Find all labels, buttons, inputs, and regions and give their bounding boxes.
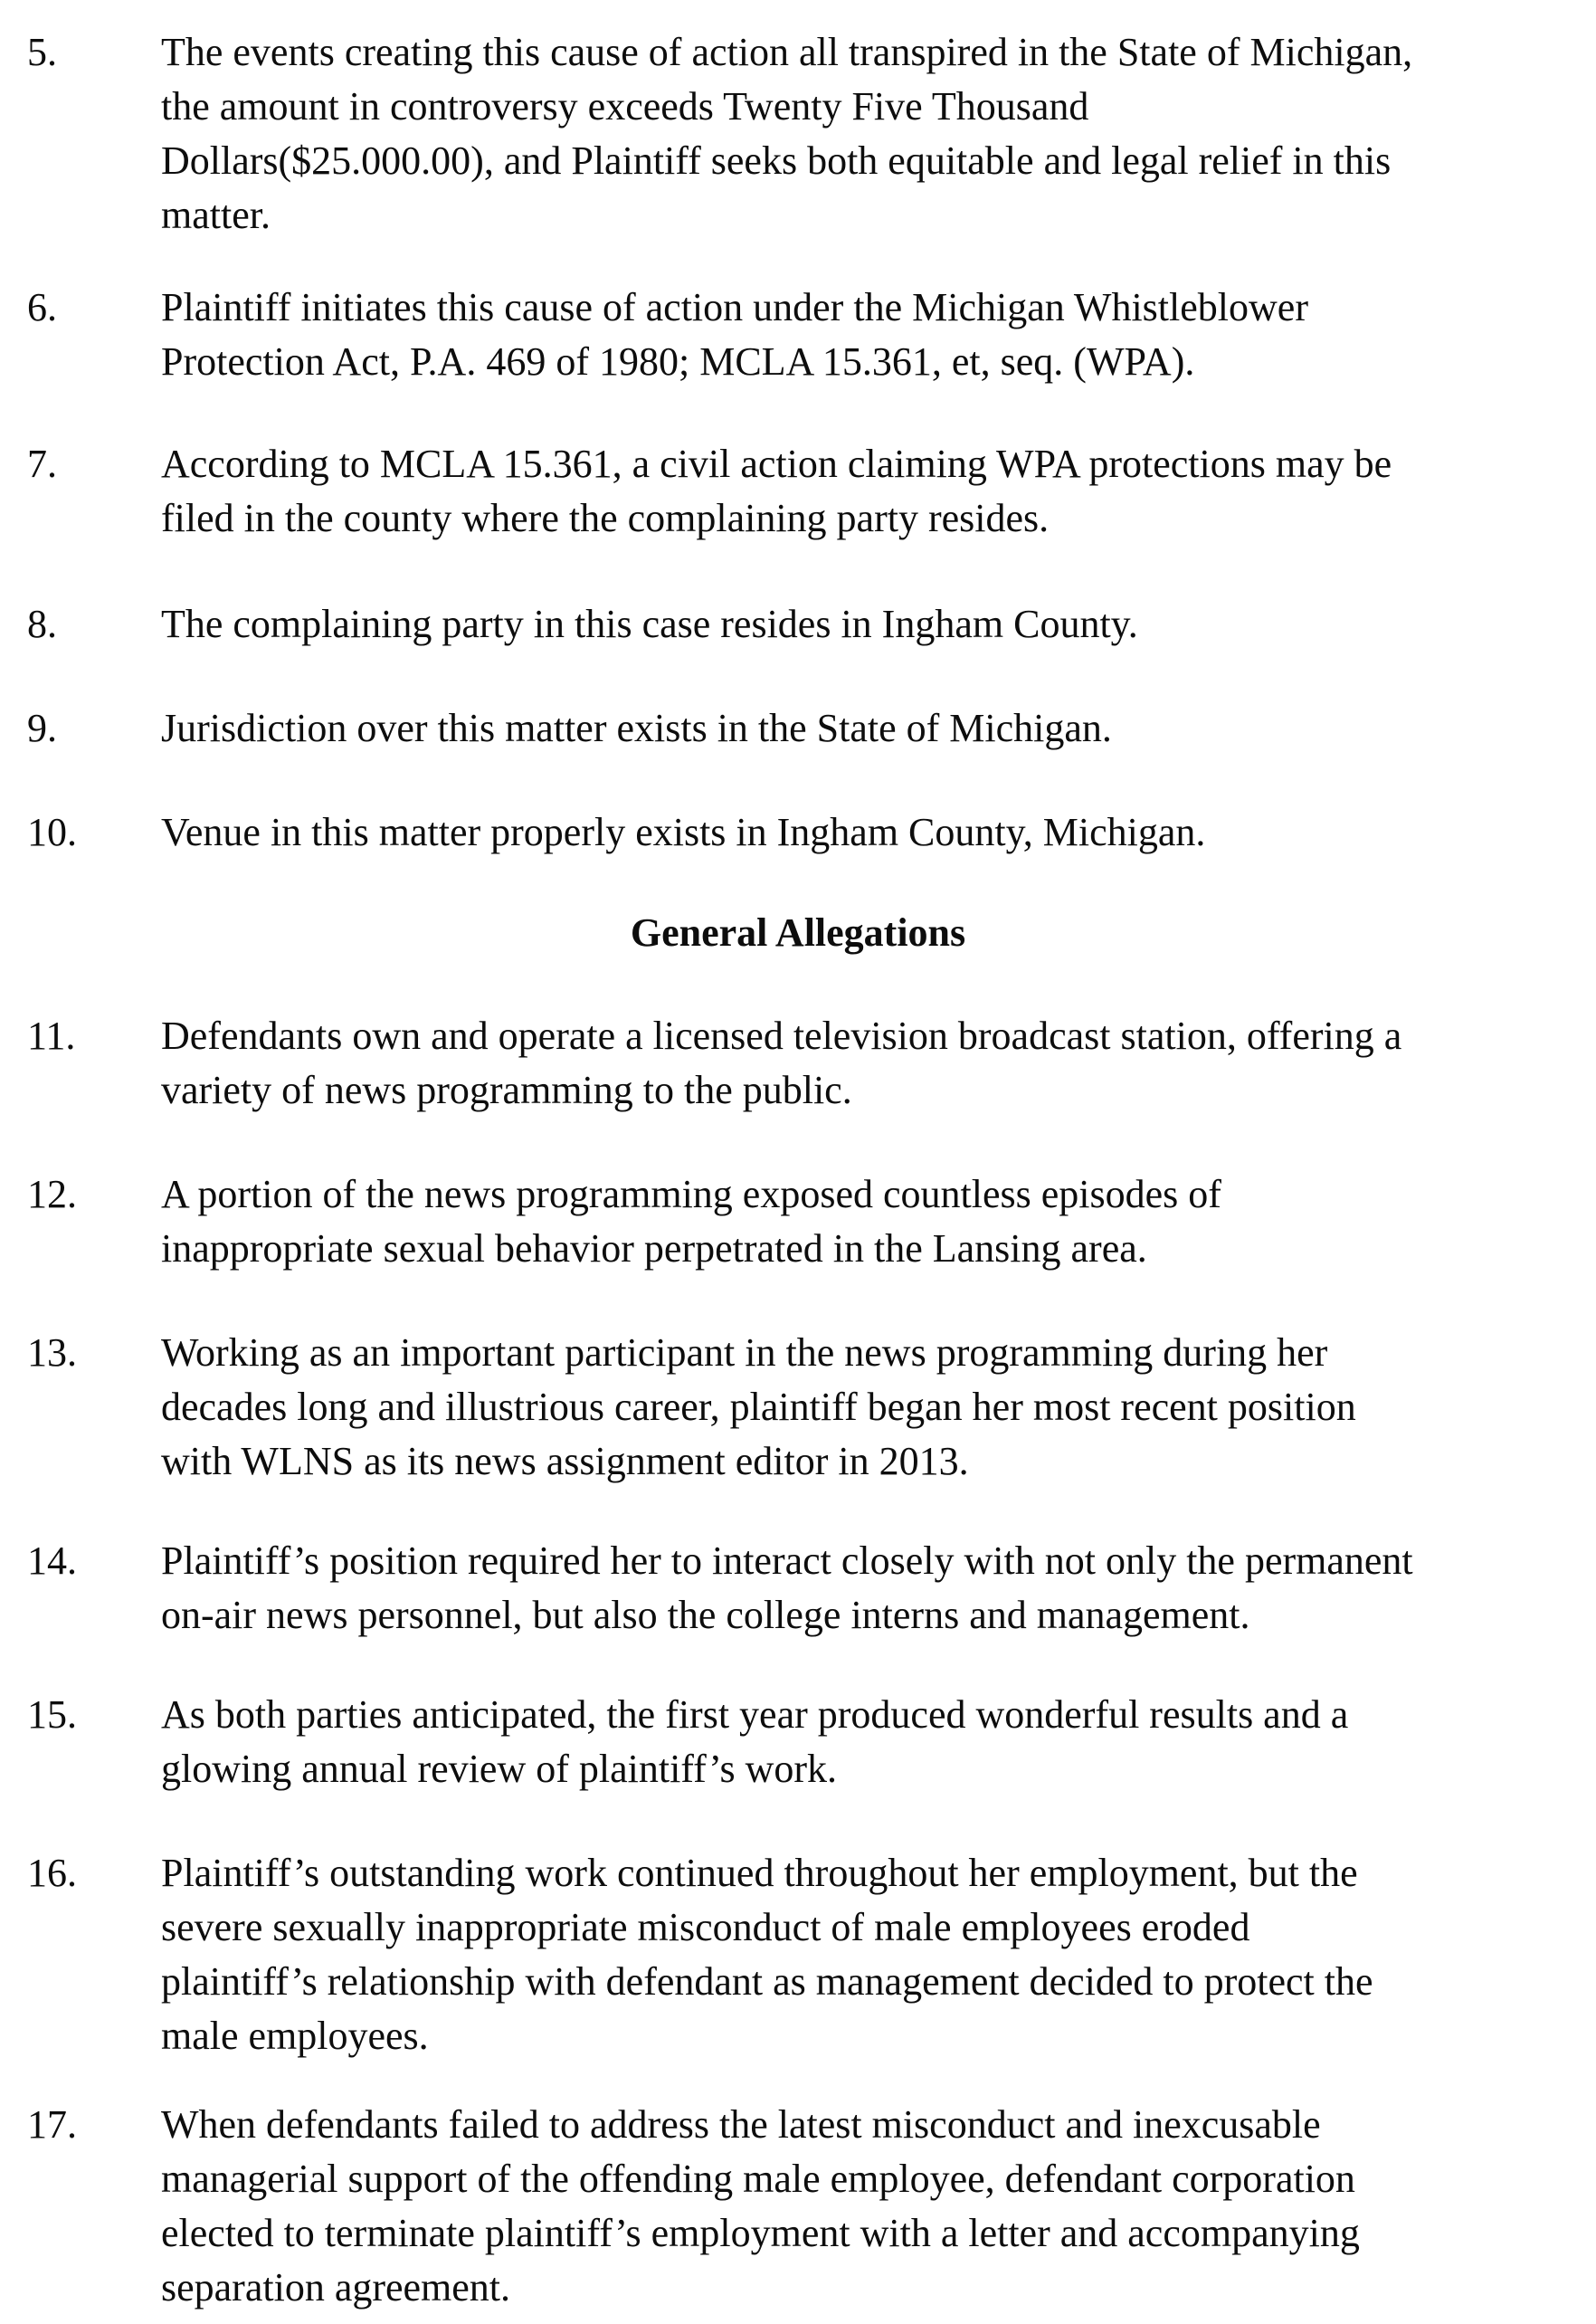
text-line: separation agreement. (161, 2265, 511, 2310)
text-line: the amount in controversy exceeds Twenty Five Thousand (161, 84, 1089, 129)
section-heading: General Allegations (630, 910, 966, 955)
text-line: managerial support of the offending male employee, defendant corporation (161, 2157, 1355, 2201)
text-line: Plaintiff’s outstanding work continued throughout her employment, but the (161, 1851, 1358, 1895)
paragraph-number: 12. (27, 1172, 77, 1216)
paragraph-text (161, 25, 1591, 243)
paragraph-text (161, 597, 1591, 652)
paragraph-number: 16. (27, 1851, 77, 1895)
text-line: with WLNS as its news assignment editor in 2013. (161, 1439, 969, 1483)
text-line: When defendants failed to address the latest misconduct and inexcusable (161, 2102, 1321, 2147)
text-line: male employees. (161, 2014, 429, 2058)
paragraph-number: 8. (27, 602, 57, 646)
paragraph-number: 6. (27, 285, 57, 329)
text-line: elected to terminate plaintiff’s employment with a letter and accompanying (161, 2211, 1360, 2255)
paragraph-number: 11. (27, 1014, 76, 1058)
text-line: matter. (161, 193, 271, 237)
text-line: Dollars($25.000.00), and Plaintiff seeks both equitable and legal relief in this (161, 138, 1392, 183)
text-line: inappropriate sexual behavior perpetrated in the Lansing area. (161, 1226, 1147, 1271)
text-line: plaintiff’s relationship with defendant as management decided to protect the (161, 1959, 1373, 2004)
text-line: According to MCLA 15.361, a civil action claiming WPA protections may be (161, 442, 1392, 486)
paragraph-text (161, 1167, 1591, 1276)
paragraph-number: 15. (27, 1692, 77, 1737)
paragraph-number: 17. (27, 2102, 77, 2147)
paragraph-number: 9. (27, 706, 57, 750)
paragraph-text (161, 1534, 1591, 1643)
text-line: decades long and illustrious career, plaintiff began her most recent position (161, 1385, 1356, 1429)
text-line: filed in the county where the complaining party resides. (161, 496, 1050, 540)
paragraph-number: 10. (27, 810, 77, 854)
text-line: Protection Act, P.A. 469 of 1980; MCLA 15.361, et, seq. (WPA). (161, 339, 1195, 384)
paragraph-number: 14. (27, 1538, 77, 1583)
paragraph-text (161, 701, 1591, 756)
text-line: variety of news programming to the public. (161, 1068, 852, 1112)
text-line: Jurisdiction over this matter exists in the State of Michigan. (161, 706, 1112, 750)
text-line: Plaintiff initiates this cause of action under the Michigan Whistleblower (161, 285, 1308, 329)
text-line: Defendants own and operate a licensed television broadcast station, offering a (161, 1014, 1402, 1058)
text-line: The events creating this cause of action all transpired in the State of Michigan, (161, 30, 1413, 74)
text-line: Venue in this matter properly exists in Ingham County, Michigan. (161, 810, 1206, 854)
text-line: Working as an important participant in the news programming during her (161, 1330, 1328, 1375)
text-line: on-air news personnel, but also the college interns and management. (161, 1593, 1250, 1637)
paragraph-number: 13. (27, 1330, 77, 1375)
paragraph-text (161, 1009, 1591, 1118)
text-line: A portion of the news programming exposed countless episodes of (161, 1172, 1221, 1216)
paragraph-number: 7. (27, 442, 57, 486)
text-line: Plaintiff’s position required her to interact closely with not only the permanent (161, 1538, 1413, 1583)
paragraph-text (161, 1846, 1591, 2063)
paragraph-text (161, 281, 1591, 389)
text-line: The complaining party in this case resides in Ingham County. (161, 602, 1138, 646)
paragraph-text (161, 1326, 1591, 1489)
text-line: glowing annual review of plaintiff’s work. (161, 1747, 838, 1791)
paragraph-text (161, 437, 1591, 546)
paragraph-number: 5. (27, 30, 57, 74)
paragraph-text (161, 805, 1591, 860)
text-line: As both parties anticipated, the first year produced wonderful results and a (161, 1692, 1349, 1737)
paragraph-text (161, 2098, 1591, 2315)
text-line: severe sexually inappropriate misconduct of male employees eroded (161, 1905, 1250, 1949)
paragraph-text (161, 1688, 1591, 1796)
